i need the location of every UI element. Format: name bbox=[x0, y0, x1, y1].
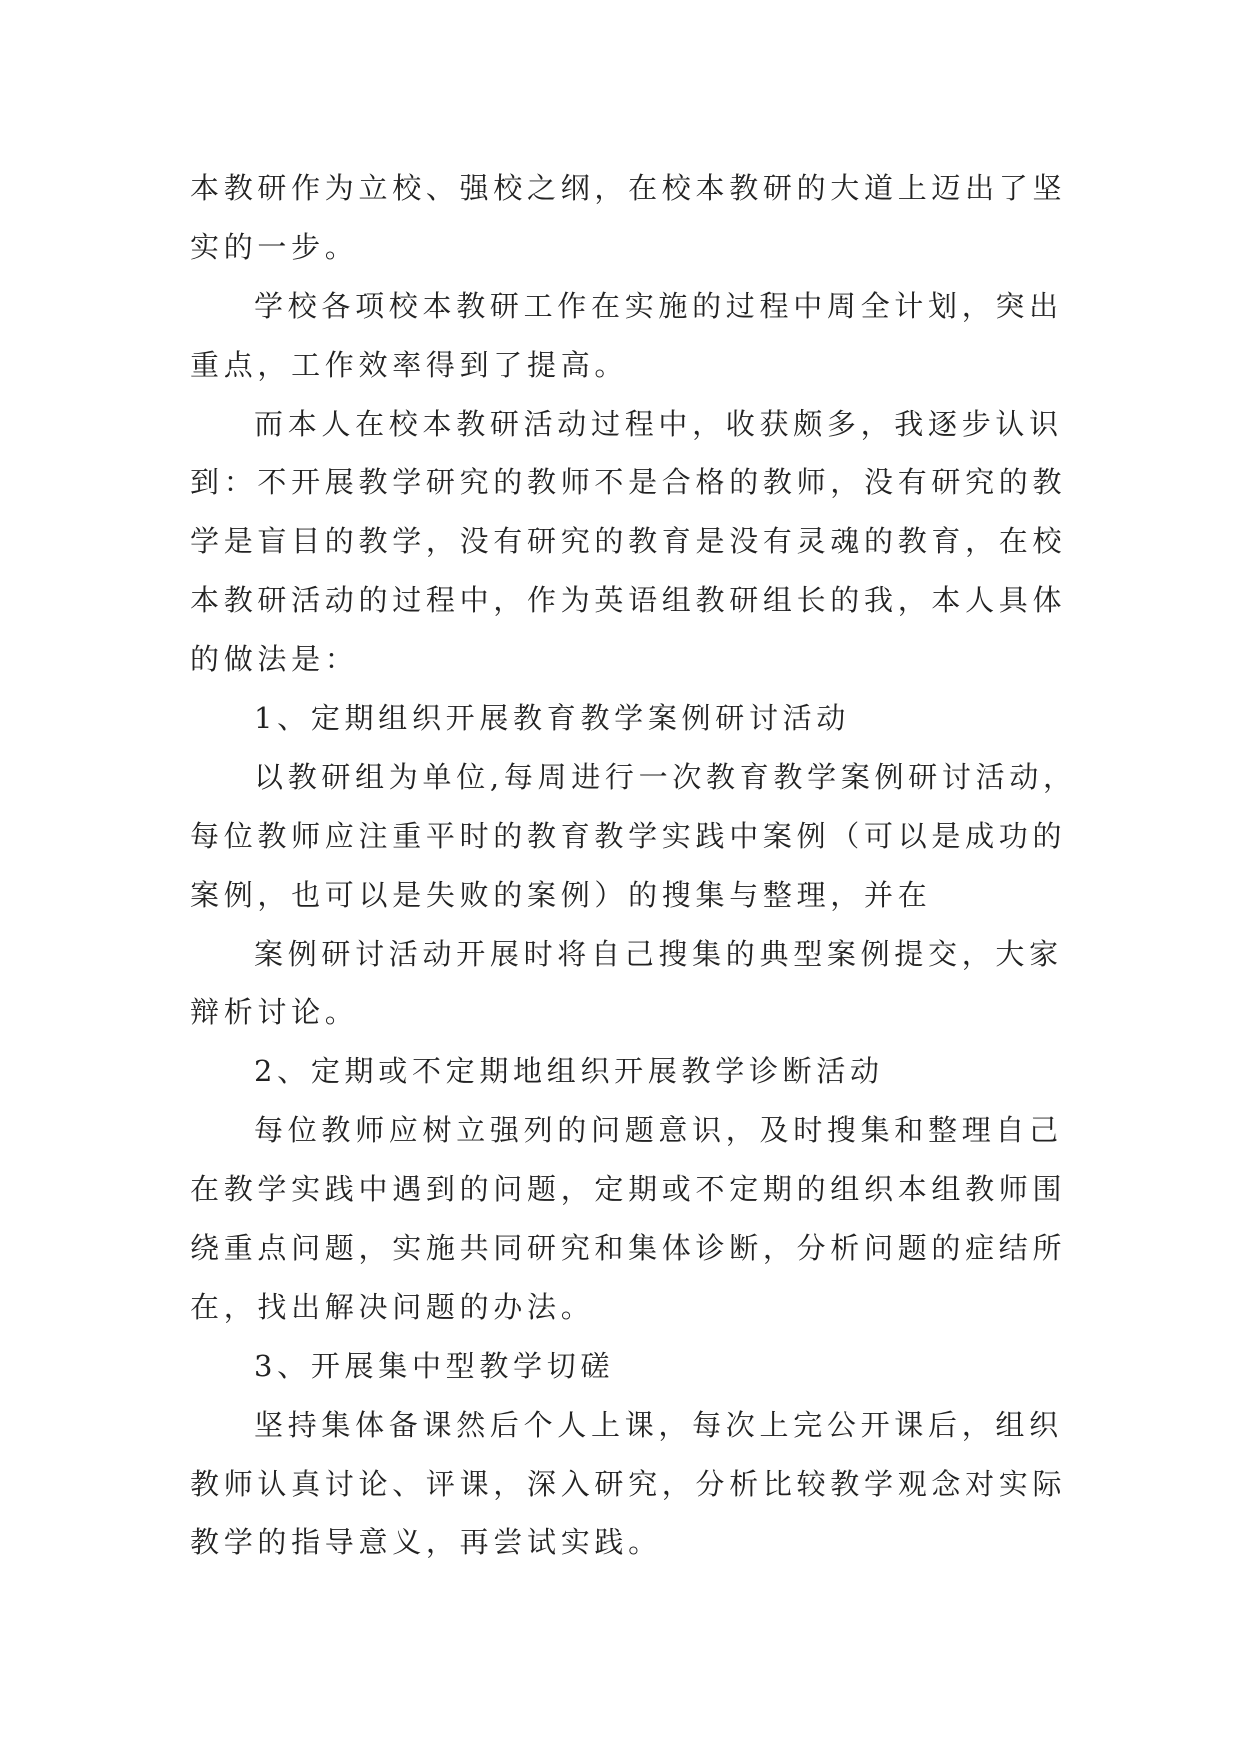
section-heading: 3、开展集中型教学切磋 bbox=[254, 1348, 615, 1383]
text-line: 到：不开展教学研究的教师不是合格的教师，没有研究的教 bbox=[190, 465, 1067, 500]
text-line: 以教研组为单位,每周进行一次教育教学案例研讨活动， bbox=[254, 759, 1077, 794]
section-heading: 1、定期组织开展教育教学案例研讨活动 bbox=[254, 701, 851, 736]
text-line: 本教研活动的过程中，作为英语组教研组长的我，本人具体 bbox=[190, 583, 1067, 618]
text-line: 教师认真讨论、评课，深入研究，分析比较教学观念对实际 bbox=[190, 1466, 1067, 1501]
text-line: 学校各项校本教研工作在实施的过程中周全计划，突出 bbox=[254, 288, 1063, 323]
text-line: 每位教师应树立强列的问题意识，及时搜集和整理自己 bbox=[254, 1113, 1063, 1148]
text-line: 本教研作为立校、强校之纲，在校本教研的大道上迈出了坚 bbox=[190, 171, 1067, 205]
text-line: 教学的指导意义，再尝试实践。 bbox=[190, 1525, 662, 1560]
text-line: 实的一步。 bbox=[190, 229, 359, 264]
text-line: 案例，也可以是失败的案例）的搜集与整理，并在 bbox=[190, 877, 932, 912]
text-line: 案例研讨活动开展时将自己搜集的典型案例提交，大家 bbox=[254, 936, 1063, 971]
text-line: 在教学实践中遇到的问题，定期或不定期的组织本组教师围 bbox=[190, 1172, 1067, 1207]
section-heading: 2、定期或不定期地组织开展教学诊断活动 bbox=[254, 1054, 884, 1089]
text-line: 的做法是： bbox=[190, 642, 359, 677]
text-line: 而本人在校本教研活动过程中，收获颇多，我逐步认识 bbox=[254, 406, 1063, 441]
text-line: 学是盲目的教学，没有研究的教育是没有灵魂的教育，在校 bbox=[190, 524, 1067, 559]
text-line: 重点，工作效率得到了提高。 bbox=[190, 347, 629, 382]
text-line: 每位教师应注重平时的教育教学实践中案例（可以是成功的 bbox=[190, 818, 1067, 853]
body-text bbox=[190, 159, 1077, 1572]
text-line: 绕重点问题，实施共同研究和集体诊断，分析问题的症结所 bbox=[190, 1231, 1067, 1266]
text-line: 辩析讨论。 bbox=[190, 995, 359, 1030]
text-line: 在，找出解决问题的办法。 bbox=[190, 1289, 595, 1324]
text-line: 坚持集体备课然后个人上课，每次上完公开课后，组织 bbox=[254, 1407, 1063, 1442]
